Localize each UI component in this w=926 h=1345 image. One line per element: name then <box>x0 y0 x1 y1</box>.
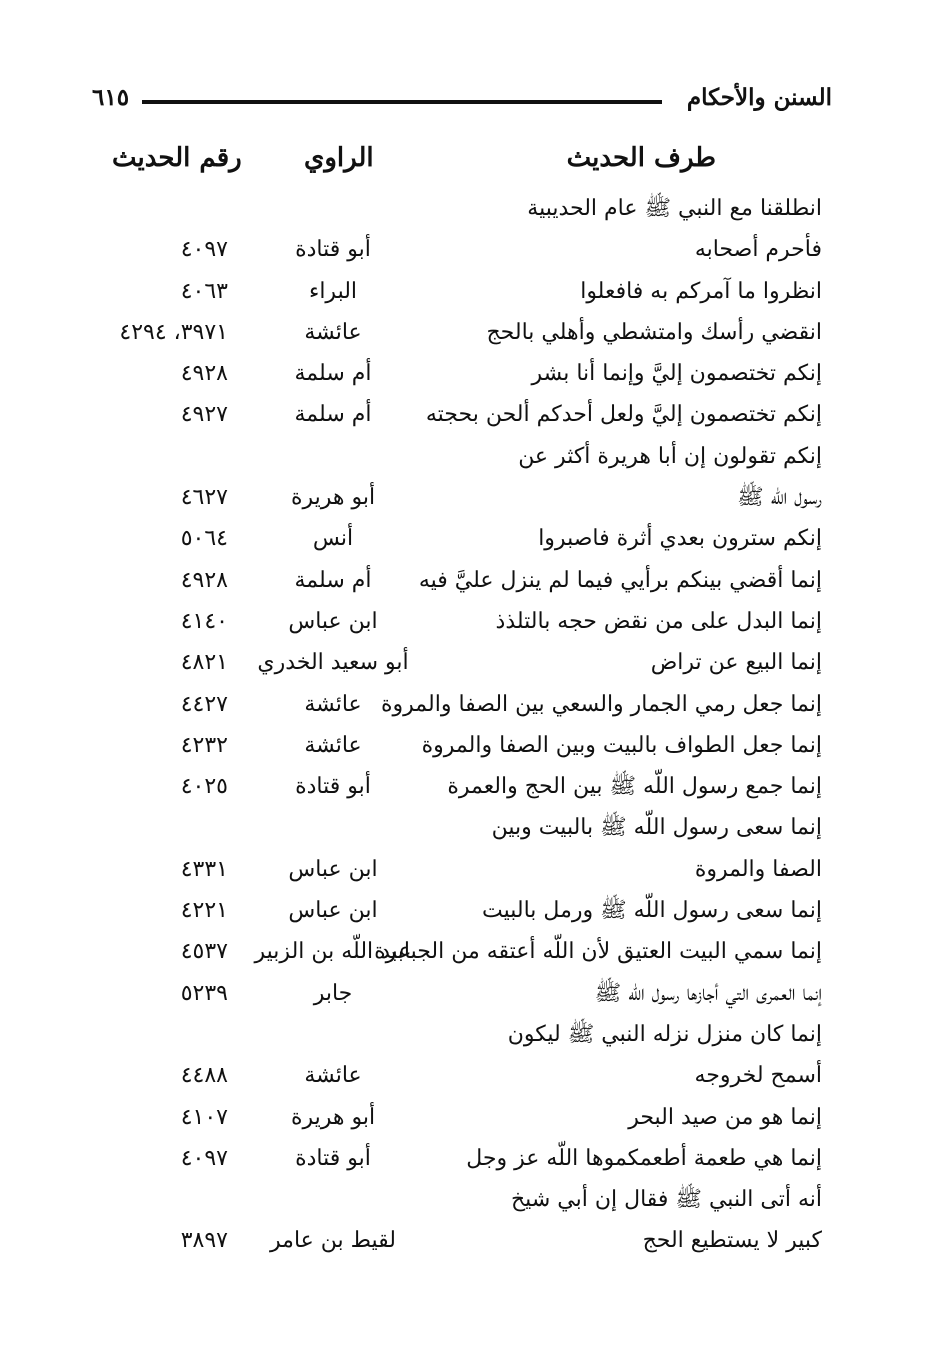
hadith-text: إنما جعل الطواف بالبيت وبين الصفا والمروة <box>421 732 822 758</box>
hadith-number: ٣٩٧١، ٤٢٩٤ <box>119 319 228 345</box>
narrator-name: ابن عباس <box>288 898 378 924</box>
table-row <box>0 1222 926 1263</box>
header-rule <box>142 100 662 104</box>
hadith-text: إنما سعى رسول اللّه ﷺ بالبيت وبين <box>491 815 822 841</box>
narrator-name: أبو قتادة <box>295 774 371 800</box>
hadith-text: إنما البدل على من نقض حجه بالتلذذ <box>495 608 822 634</box>
table-row <box>0 396 926 437</box>
table-row <box>0 1181 926 1222</box>
hadith-text: إنما سعى رسول اللّه ﷺ ورمل بالبيت <box>482 898 822 924</box>
hadith-number: ٤٨٢١ <box>180 650 228 676</box>
hadith-number: ٤٩٢٨ <box>180 361 228 387</box>
hadith-number: ٤٩٢٨ <box>180 567 228 593</box>
narrator-name: البراء <box>308 278 358 304</box>
narrator-name: أم سلمة <box>294 361 372 387</box>
hadith-text: الصفا والمروة <box>694 856 822 882</box>
hadith-text: إنما العمرى التي أجازها رسول اللّه ﷺ <box>594 980 822 1006</box>
table-row <box>0 355 926 396</box>
hadith-text: أنه أتى النبي ﷺ فقال إن أبي شيخ <box>510 1187 822 1213</box>
hadith-number: ٥٠٦٤ <box>180 526 228 552</box>
narrator-name: عائشة <box>304 319 362 345</box>
table-row <box>0 231 926 272</box>
hadith-number: ٤٤٨٨ <box>180 1063 228 1089</box>
hadith-number: ٤٢٣٢ <box>180 732 228 758</box>
hadith-text: إنكم سترون بعدي أثرة فاصبروا <box>538 526 822 552</box>
column-headers <box>0 143 926 183</box>
hadith-number: ٤٩٢٧ <box>180 402 228 428</box>
hadith-text: انظروا ما آمركم به فافعلوا <box>580 278 822 304</box>
hadith-text: انطلقنا مع النبي ﷺ عام الحديبية <box>527 196 822 221</box>
table-row <box>0 314 926 355</box>
hadith-number: ٤١٤٠ <box>180 608 228 634</box>
hadith-text: إنكم تختصمون إليَّ ولعل أحدكم ألحن بحجته <box>425 402 822 428</box>
column-header-narrator: الراوي <box>304 143 374 173</box>
table-row <box>0 933 926 974</box>
narrator-name: لقيط بن عامر <box>270 1228 396 1254</box>
narrator-name: عبد اللّه بن الزبير <box>254 939 412 965</box>
narrator-name: أبو قتادة <box>295 237 371 263</box>
table-row <box>0 892 926 933</box>
narrator-name: أم سلمة <box>294 402 372 428</box>
hadith-number: ٥٢٣٩ <box>180 980 228 1006</box>
table-row <box>0 190 926 231</box>
hadith-number: ٤٢٢١ <box>180 898 228 924</box>
page-number: ٦١٥ <box>92 84 130 111</box>
table-row <box>0 975 926 1016</box>
hadith-number: ٤٦٢٧ <box>180 485 228 511</box>
hadith-text: إنما جعل رمي الجمار والسعي بين الصفا والمروة <box>381 691 822 717</box>
hadith-text: إنكم تختصمون إليَّ وإنما أنا بشر <box>531 361 822 387</box>
narrator-name: أم سلمة <box>294 567 372 593</box>
table-row <box>0 851 926 892</box>
narrator-name: أبو قتادة <box>295 1145 371 1171</box>
hadith-text: رسول اللّه ﷺ <box>737 485 822 511</box>
table-row <box>0 809 926 850</box>
column-header-number: رقم الحديث <box>112 143 242 173</box>
narrator-name: أبو هريرة <box>290 1104 376 1130</box>
narrator-name: عائشة <box>304 691 362 717</box>
hadith-number: ٤٠٦٣ <box>180 278 228 304</box>
table-row <box>0 1016 926 1057</box>
table-row <box>0 603 926 644</box>
table-row <box>0 727 926 768</box>
table-row <box>0 1099 926 1140</box>
hadith-text: إنما جمع رسول اللّه ﷺ بين الحج والعمرة <box>447 774 822 800</box>
narrator-name: أبو سعيد الخدري <box>257 650 409 676</box>
narrator-name: عائشة <box>304 1063 362 1089</box>
hadith-text: إنما هو من صيد البحر <box>628 1104 822 1130</box>
hadith-text: انقضي رأسك وامتشطي وأهلي بالحج <box>486 319 822 345</box>
hadith-text: إنما سمي البيت العتيق لأن اللّه أعتقه من الجبابرة <box>374 939 822 965</box>
hadith-text: أسمح لخروجه <box>694 1063 822 1089</box>
table-row <box>0 686 926 727</box>
table-row <box>0 273 926 314</box>
table-row <box>0 479 926 520</box>
hadith-index-table <box>0 190 926 1264</box>
table-row <box>0 438 926 479</box>
hadith-number: ٣٨٩٧ <box>180 1228 228 1254</box>
hadith-text: إنما أقضي بينكم برأيي فيما لم ينزل عليَّ فيه <box>418 567 822 593</box>
hadith-text: إنما هي طعمة أطعمكموها اللّه عز وجل <box>466 1145 822 1171</box>
hadith-text: إنما كان منزل نزله النبي ﷺ ليكون <box>507 1021 822 1047</box>
table-row <box>0 1057 926 1098</box>
hadith-number: ٤٥٣٧ <box>180 939 228 965</box>
table-row <box>0 562 926 603</box>
hadith-number: ٤٠٩٧ <box>180 1145 228 1171</box>
column-header-hadith: طرف الحديث <box>566 143 716 173</box>
narrator-name: أنس <box>312 526 354 552</box>
narrator-name: عائشة <box>304 732 362 758</box>
running-title: السنن والأحكام <box>686 84 832 111</box>
hadith-text: كبير لا يستطيع الحج <box>642 1228 822 1254</box>
narrator-name: أبو هريرة <box>290 485 376 511</box>
hadith-number: ٤٤٢٧ <box>180 691 228 717</box>
hadith-number: ٤٣٣١ <box>180 856 228 882</box>
hadith-number: ٤٠٢٥ <box>180 774 228 800</box>
hadith-text: فأحرم أصحابه <box>694 237 822 263</box>
narrator-name: ابن عباس <box>288 856 378 882</box>
hadith-number: ٤٠٩٧ <box>180 237 228 263</box>
hadith-number: ٤١٠٧ <box>180 1104 228 1130</box>
hadith-text: إنكم تقولون إن أبا هريرة أكثر عن <box>518 443 822 469</box>
table-row <box>0 644 926 685</box>
running-header <box>92 82 832 122</box>
narrator-name: ابن عباس <box>288 608 378 634</box>
narrator-name: جابر <box>313 980 353 1006</box>
table-row <box>0 1140 926 1181</box>
table-row <box>0 520 926 561</box>
table-row <box>0 768 926 809</box>
hadith-text: إنما البيع عن تراض <box>650 650 822 676</box>
